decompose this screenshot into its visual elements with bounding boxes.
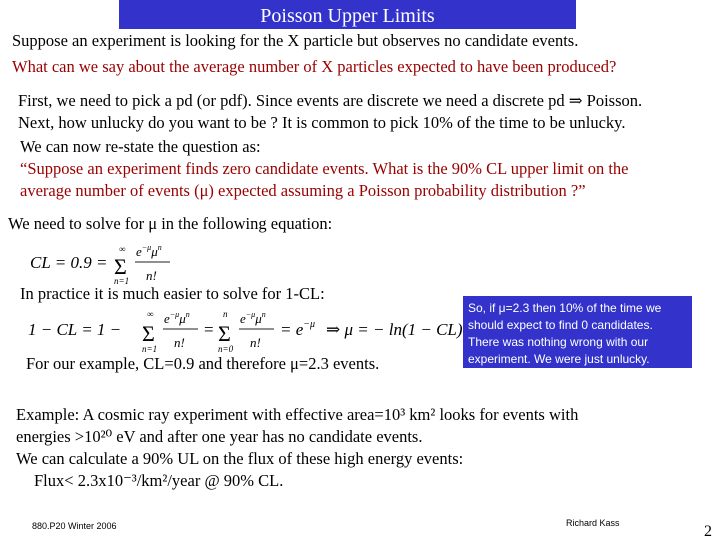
solve-line: We need to solve for μ in the following equation: [8, 214, 333, 233]
eq2-sum1-bottom: n=1 [142, 344, 158, 354]
example-line-1: Example: A cosmic ray experiment with effective area=10³ km² looks for events with [16, 405, 579, 424]
next-line: Next, how unlucky do you want to be ? It is common to pick 10% of the time to be unlucky. [18, 113, 626, 132]
footer-author: Richard Kass [566, 518, 620, 528]
eq1-sum-sign: Σ [114, 254, 127, 279]
eq2-sum2-sign: Σ [218, 321, 231, 346]
example-line-3: We can calculate a 90% UL on the flux of these high energy events: [16, 449, 464, 468]
eq2-denominator-1: n! [174, 335, 185, 350]
eq2-lhs: 1 − CL = 1 − [28, 320, 122, 339]
eq2-sum1-sign: Σ [142, 321, 155, 346]
intro-line-1: Suppose an experiment is looking for the X particle but observes no candidate events. [12, 31, 579, 50]
eq1-sum-top: ∞ [119, 244, 126, 254]
practice-line: In practice it is much easier to solve for 1-CL: [20, 284, 325, 303]
eq2-denominator-2: n! [250, 335, 261, 350]
eq1-denominator: n! [146, 268, 157, 283]
eq2-sum1-top: ∞ [147, 309, 154, 319]
example-line-2: energies >10²⁰ eV and after one year has no candidate events. [16, 427, 423, 446]
quote-line-2: average number of events (μ) expected assuming a Poisson probability distribution ?” [20, 181, 586, 200]
eq2-numerator-1: $e^{-\mu}\mu^n$ [164, 310, 190, 326]
eq2-mid: = $e^{-\mu}$ [280, 319, 316, 339]
note-box: So, if μ=2.3 then 10% of the time we should expect to find 0 candidates. There was nothing wrong with our experiment. We were just unlucky. [463, 296, 692, 368]
eq1-numerator: $e^{-\mu}\mu^n$ [136, 243, 162, 259]
eq2-numerator-2: $e^{-\mu}\mu^n$ [240, 310, 266, 326]
first-line: First, we need to pick a pd (or pdf). Since events are discrete we need a discrete pd ⇒ Poisson. [18, 91, 643, 110]
eq1-sum-bottom: n=1 [114, 276, 130, 286]
intro-line-2: What can we say about the average number of X particles expected to have been produced? [12, 57, 617, 76]
eq2-sum2-top: n [223, 309, 228, 319]
quote-line-1: “Suppose an experiment finds zero candidate events. What is the 90% CL upper limit on the [20, 159, 629, 178]
eq2-sum2-bottom: n=0 [218, 344, 234, 354]
equation-one-minus-cl [28, 303, 463, 355]
eq2-rhs: ⇒ μ = − ln(1 − CL) [326, 320, 463, 339]
restate-line: We can now re-state the question as: [20, 137, 261, 156]
example-result-line: For our example, CL=0.9 and therefore μ=2.3 events. [26, 354, 380, 373]
footer-course: 880.P20 Winter 2006 [32, 521, 117, 531]
page-number: 2 [704, 523, 712, 540]
slide-title: Poisson Upper Limits [119, 0, 576, 29]
eq1-lhs: CL = 0.9 = [30, 253, 108, 272]
equation-cl [28, 238, 198, 286]
eq2-equals-1: = [204, 320, 214, 339]
example-line-4: Flux< 2.3x10⁻³/km²/year @ 90% CL. [34, 471, 284, 490]
